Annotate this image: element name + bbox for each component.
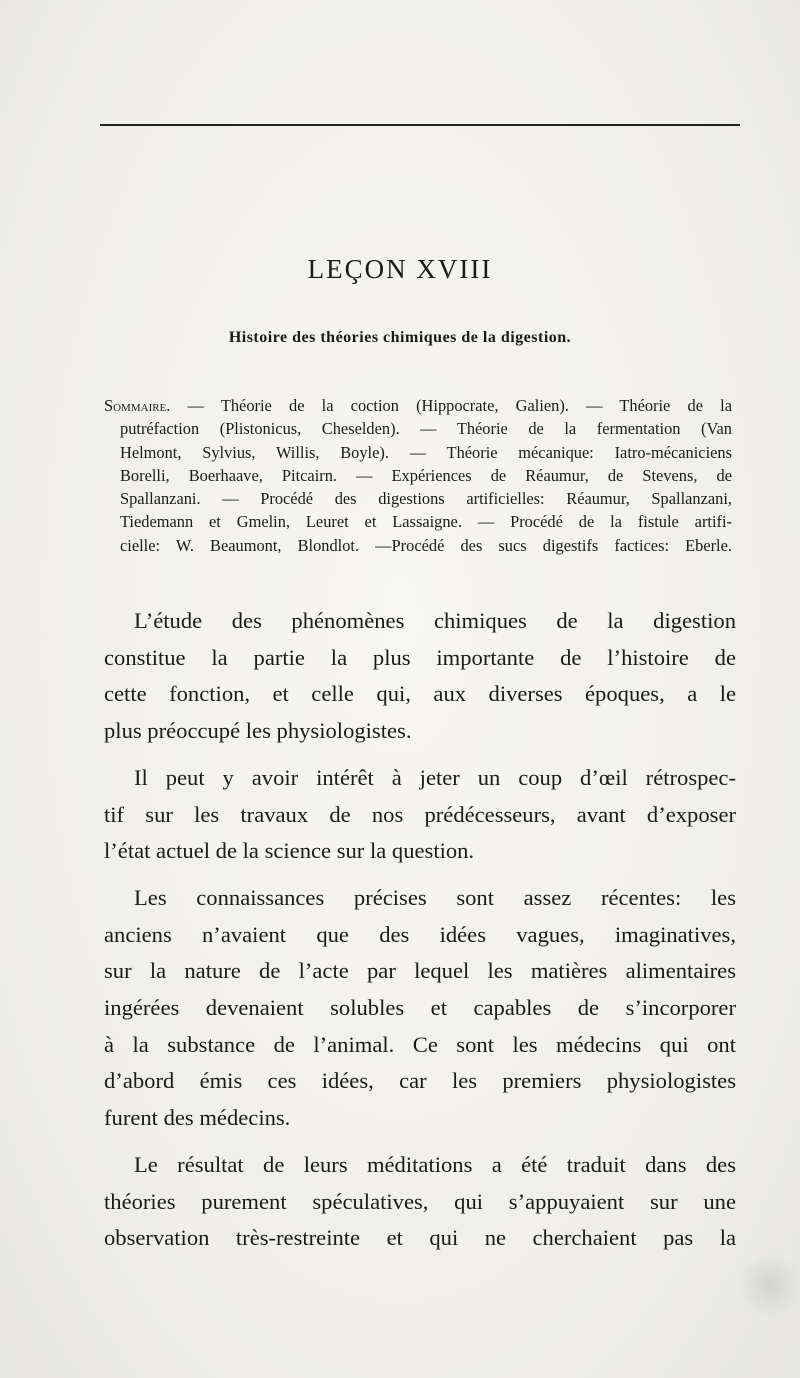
paragraph <box>104 1147 736 1257</box>
summary-line: Spallanzani. — Procédé des digestions artificielles: Réaumur, Spallanzani, <box>120 489 732 509</box>
paragraph <box>104 760 736 870</box>
body-text <box>104 603 736 1267</box>
chapter-title: LEÇON XVIII <box>307 254 493 284</box>
text-line: sur la nature de l’acte par lequel les matières alimentaires <box>104 958 736 984</box>
text-line: ingérées devenaient solubles et capables de s’incorporer <box>104 995 736 1021</box>
chapter-subtitle: Histoire des théories chimiques de la digestion. <box>228 329 572 346</box>
chapter-summary <box>104 394 732 557</box>
header-rule <box>100 124 740 126</box>
text-line: anciens n’avaient que des idées vagues, imaginatives, <box>104 921 736 947</box>
text-line: tif sur les travaux de nos prédécesseurs, avant d’exposer <box>104 801 736 827</box>
text-line: cette fonction, et celle qui, aux diverses époques, a le <box>104 681 736 707</box>
summary-line: Tiedemann et Gmelin, Leuret et Lassaigne. — Procédé de la fistule artifi- <box>120 512 732 532</box>
text-line: à la substance de l’animal. Ce sont les médecins qui ont <box>104 1031 736 1057</box>
text-line: furent des médecins. <box>104 1105 291 1131</box>
text-line: constitue la partie la plus importante de l’histoire de <box>104 644 736 670</box>
paragraph <box>104 880 736 1137</box>
text-line: plus préoccupé les physiologistes. <box>104 718 412 744</box>
text-line: d’abord émis ces idées, car les premiers physiologistes <box>104 1068 736 1094</box>
text-line: théories purement spéculatives, qui s’appuyaient sur une <box>104 1188 736 1214</box>
text-line: L’étude des phénomènes chimiques de la digestion <box>134 608 736 633</box>
text-line: Il peut y avoir intérêt à jeter un coup d’œil rétrospec- <box>134 764 736 790</box>
page-smudge <box>740 1250 800 1320</box>
summary-line: Sommaire. — Théorie de la coction (Hippocrate, Galien). — Théorie de la <box>104 396 732 415</box>
text-line: Les connaissances précises sont assez récentes: les <box>134 884 736 910</box>
paragraph <box>104 603 736 750</box>
text-line: l’état actuel de la science sur la question. <box>104 838 475 864</box>
summary-label: Sommaire. <box>104 396 171 415</box>
summary-line: putréfaction (Plistonicus, Cheselden). — Théorie de la fermentation (Van <box>120 419 732 439</box>
summary-line: Borelli, Boerhaave, Pitcairn. — Expériences de Réaumur, de Stevens, de <box>120 465 732 485</box>
text-line: Le résultat de leurs méditations a été traduit dans des <box>134 1151 736 1177</box>
text-line: observation très-restreinte et qui ne cherchaient pas la <box>104 1225 736 1251</box>
summary-line: Helmont, Sylvius, Willis, Boyle). — Théorie mécanique: Iatro-mécaniciens <box>120 442 732 462</box>
summary-line: cielle: W. Beaumont, Blondlot. —Procédé des sucs digestifs factices: Eberle. <box>120 535 732 555</box>
